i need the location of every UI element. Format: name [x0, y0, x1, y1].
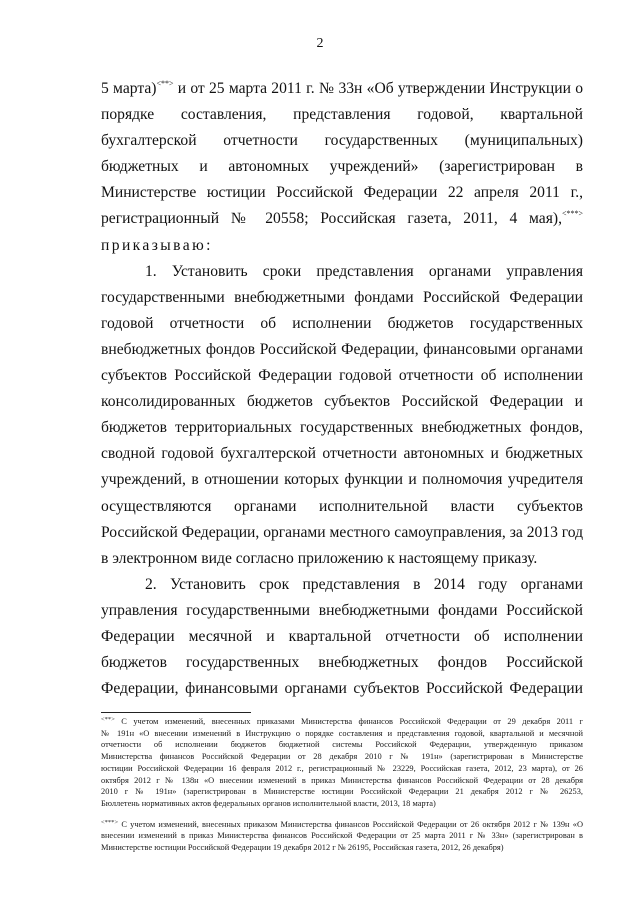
order-verb: приказываю:	[101, 236, 213, 254]
footnote-1-line: юстиции Российской Федерации 16 февраля 2012 г., регистрационный № 23229, Российская газета, 2012, 23 марта), от 26	[101, 763, 583, 773]
footnote-marker: <***>	[101, 818, 119, 826]
body-line: порядке составления, представления годовой, квартальной	[101, 106, 583, 124]
paragraph-1-line: осуществляются органами исполнительной власти субъектов	[101, 497, 583, 515]
paragraph-1-line: консолидированных бюджетов субъектов Российской Федерации и	[101, 393, 583, 411]
body-text-segment: и от 25 марта 2011 г. № 33н «Об утверждении Инструкции о	[173, 80, 584, 97]
body-line	[101, 76, 583, 102]
footnote-1-line: 2010 г № 191н» (зарегистрирован в Министерстве юстиции Российской Федерации 21 декабря 2012 г № 26253,	[101, 787, 583, 797]
paragraph-1-line: внебюджетных фондов Российской Федерации, финансовыми органами	[101, 340, 583, 358]
body-text	[101, 76, 583, 702]
body-text-segment: регистрационный № 20558; Российская газета, 2011, 4 мая),	[101, 210, 562, 228]
paragraph-1-line: государственными внебюджетными фондами Российской Федерации	[101, 288, 583, 306]
paragraph-2-line: 2. Установить срок представления в 2014 году органами	[145, 575, 583, 593]
footnote-1-line: № 191н «О внесении изменений в Инструкцию о порядке составления и представления годовой, квартальной и месячной	[101, 728, 583, 738]
footnote-text: С учетом изменений, внесенных приказами Министерства финансов Российской Федерации от 29 декабря 2011 г	[114, 717, 583, 726]
paragraph-1-line: сводной годовой бухгалтерской отчетности автономных и бюджетных	[101, 445, 583, 463]
footnotes	[101, 716, 583, 854]
footnote-text: С учетом изменений, внесенных приказом Министерства финансов Российской Федерации от 26 октября 2012 г № 139н «О	[118, 819, 583, 829]
body-line: Министерстве юстиции Российской Федерации 22 апреля 2011 г.,	[101, 184, 583, 202]
footnote-1-line: Бюллетень нормативных актов федеральных органов исполнительной власти, 2013, 18 марта)	[101, 798, 436, 808]
paragraph-2-line: бюджетов государственных внебюджетных фондов Российской	[101, 654, 583, 672]
footnote-1-line	[101, 716, 583, 728]
footnote-reference: <**>	[156, 79, 174, 88]
body-line: бухгалтерской отчетности государственных (муниципальных)	[101, 132, 583, 150]
footnote-1-line: Министерства финансов Российской Федерации от 28 декабря 2010 г № 191н» (зарегистрирован в Министерстве	[101, 752, 583, 762]
footnote-marker: <**>	[101, 716, 115, 723]
paragraph-1-line: субъектов Российской Федерации годовой отчетности об исполнении	[101, 367, 583, 385]
paragraph-1-line: учреждений, в отношении которых функции и полномочия учредителя	[101, 471, 583, 489]
footnote-separator	[101, 712, 251, 713]
body-line: бюджетных и автономных учреждений» (зарегистрирован в	[101, 158, 583, 176]
paragraph-1-line: 1. Установить сроки представления органами управления	[145, 262, 583, 280]
paragraph-2-line: управления государственными внебюджетными фондами Российской	[101, 601, 583, 619]
footnote-1-line: отчетности об исполнении бюджетов бюджетной системы Российской Федерации, утвержденную приказом	[101, 740, 583, 750]
paragraph-1-line: Российской Федерации, органами местного самоуправления, за 2013 год	[101, 523, 584, 541]
body-text-segment: 5 марта)	[101, 80, 157, 97]
footnote-spacer	[101, 810, 583, 819]
footnote-reference: <***>	[561, 209, 583, 219]
footnote-2-line: Министерстве юстиции Российской Федерации 19 декабря 2012 г № 26195, Российская газета, 2012, 26 декабря)	[101, 843, 504, 853]
paragraph-1-line: бюджетов территориальных государственных внебюджетных фондов,	[101, 419, 583, 437]
body-line	[101, 206, 583, 232]
paragraph-1-line: годовой отчетности об исполнении бюджетов государственных	[101, 314, 583, 332]
footnote-2-line	[101, 819, 583, 831]
paragraph-2-line: Федерации месячной и квартальной отчетности об исполнении	[101, 627, 583, 645]
footnote-1-line: октября 2012 г № 138н «О внесении изменений в приказ Министерства финансов Российской Федерации от 28 декабря	[101, 775, 583, 785]
footnote-2-line: внесении изменений в приказ Министерства финансов Российской Федерации от 25 марта 2011 г № 33н» (зарегистрирован в	[101, 831, 583, 841]
page-number: 2	[316, 36, 324, 51]
paragraph-2-line: Федерации, финансовыми органами субъектов Российской Федерации	[101, 680, 583, 698]
paragraph-1-line: в электронном виде согласно приложению к настоящему приказу.	[101, 549, 538, 567]
